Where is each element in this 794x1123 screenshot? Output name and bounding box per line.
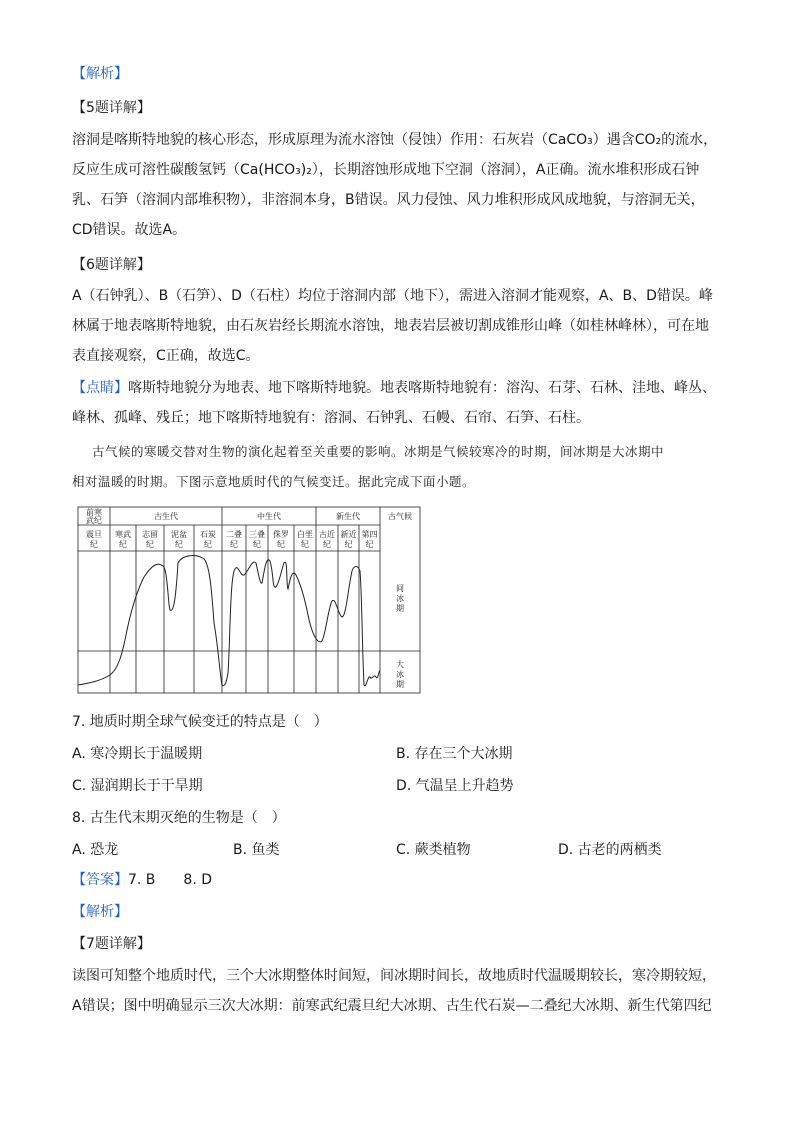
period-label: 白垩	[297, 530, 313, 539]
answer-label: 【答案】	[72, 872, 128, 888]
period-label-suffix: 纪	[90, 540, 98, 549]
period-label: 古近	[319, 530, 335, 539]
period-label-suffix: 纪	[253, 540, 261, 549]
period-label-suffix: 纪	[323, 540, 331, 549]
tip-line: 峰林、孤峰、残丘；地下喀斯特地貌有：溶洞、石钟乳、石幔、石帘、石笋、石柱。	[72, 410, 590, 426]
period-label-suffix: 纪	[204, 540, 212, 549]
glacial-char: 大	[396, 660, 404, 669]
climate-change-chart	[72, 505, 422, 695]
q6-line: A（石钟乳）、B（石笋）、D（石柱）均位于溶洞内部（地下），需进入溶洞才能观察，A、B、D错误。峰	[72, 288, 713, 304]
period-label-suffix: 纪	[277, 540, 285, 549]
q7-option-b[interactable]: B. 存在三个大冰期	[396, 746, 513, 762]
period-label-suffix: 纪	[230, 540, 238, 549]
tip-label: 【点睛】	[72, 380, 128, 396]
q6-detail-title: 【6题详解】	[72, 257, 151, 273]
q5-line: 溶洞是喀斯特地貌的核心形态，形成原理为流水溶蚀（侵蚀）作用：石灰岩（CaCO₃）遇含CO₂的流水，	[72, 132, 718, 148]
analysis-heading-2: 【解析】	[72, 904, 128, 920]
period-label-suffix: 纪	[301, 540, 309, 549]
period-label: 三叠	[249, 530, 265, 539]
period-label: 泥盆	[171, 530, 187, 539]
svg-text:冰: 冰	[396, 594, 404, 603]
period-label: 二叠	[226, 530, 242, 539]
svg-text:期: 期	[396, 680, 404, 689]
intro-line: 古气候的寒暖交替对生物的演化起着至关重要的影响。冰期是气候较寒冷的时期，间冰期是大冰期中	[92, 444, 665, 459]
header-cenozoic: 新生代	[336, 512, 360, 521]
q7-option-c[interactable]: C. 湿润期长于干旱期	[72, 778, 203, 794]
q7-option-d[interactable]: D. 气温呈上升趋势	[396, 778, 514, 794]
q7-line: A错误；图中明确显示三次大冰期：前寒武纪震旦纪大冰期、古生代石炭—二叠纪大冰期、新生代第四纪	[72, 998, 712, 1014]
analysis-heading: 【解析】	[72, 66, 128, 82]
q8-option-c[interactable]: C. 蕨类植物	[396, 842, 471, 858]
q6-line: 林属于地表喀斯特地貌，由石灰岩经长期流水溶蚀，地表岩层被切割成锥形山峰（如桂林峰林），可在地	[72, 318, 709, 334]
q5-line: 乳、石笋（溶洞内部堆积物），非溶洞本身，B错误。风力侵蚀、风力堆积形成风成地貌，与溶洞无关，	[72, 192, 705, 208]
q8-stem: 8. 古生代末期灭绝的生物是（ ）	[72, 810, 286, 826]
period-label: 震旦	[86, 530, 102, 539]
tip-line: 喀斯特地貌分为地表、地下喀斯特地貌。地表喀斯特地貌有：溶沟、石芽、石林、洼地、峰丛、	[128, 380, 716, 396]
period-label: 第四	[361, 530, 378, 539]
svg-text:冰: 冰	[396, 670, 404, 679]
header-paleoclimate: 古气候	[388, 512, 412, 521]
svg-text:期: 期	[396, 604, 404, 613]
q5-detail-title: 【5题详解】	[72, 100, 151, 116]
svg-text:武纪: 武纪	[86, 516, 102, 525]
q7-line: 读图可知整个地质时代，三个大冰期整体时间短，间冰期时间长，故地质时代温暖期较长，寒冷期较短，	[72, 968, 716, 984]
period-label-suffix: 纪	[344, 540, 353, 549]
q5-line: 反应生成可溶性碳酸氢钙（Ca(HCO₃)₂），长期溶蚀形成地下空洞（溶洞），A正确。流水堆积形成石钟	[72, 162, 700, 178]
temperature-curve	[78, 556, 380, 686]
period-label-suffix: 纪	[119, 540, 127, 549]
period-label-suffix: 纪	[146, 540, 154, 549]
q8-option-b[interactable]: B. 鱼类	[233, 842, 280, 858]
q7-option-a[interactable]: A. 寒冷期长于温暖期	[72, 746, 203, 762]
answer-text: 7. B 8. D	[128, 872, 212, 888]
header-precambrian: 前寒	[86, 508, 102, 517]
q7-detail-title: 【7题详解】	[72, 936, 151, 952]
period-label: 志留	[142, 530, 158, 539]
period-label: 新近	[340, 530, 357, 539]
period-label: 石炭	[200, 530, 216, 539]
period-label: 寒武	[115, 530, 131, 539]
q6-line: 表直接观察，C正确，故选C。	[72, 348, 260, 364]
q8-option-a[interactable]: A. 恐龙	[72, 842, 119, 858]
interglacial-char: 间	[396, 584, 404, 593]
intro-line: 相对温暖的时期。下图示意地质时代的气候变迁。据此完成下面小题。	[72, 474, 476, 489]
period-label-suffix: 纪	[175, 540, 183, 549]
header-mesozoic: 中生代	[257, 512, 281, 521]
q7-stem: 7. 地质时期全球气候变迁的特点是（ ）	[72, 714, 328, 730]
answer-row	[72, 870, 212, 890]
period-label-suffix: 纪	[365, 540, 374, 549]
header-paleozoic: 古生代	[154, 512, 178, 521]
q5-line: CD错误。故选A。	[72, 222, 187, 238]
q8-option-d[interactable]: D. 古老的两栖类	[558, 842, 662, 858]
tip-paragraph	[72, 378, 716, 398]
period-label: 侏罗	[273, 530, 289, 539]
